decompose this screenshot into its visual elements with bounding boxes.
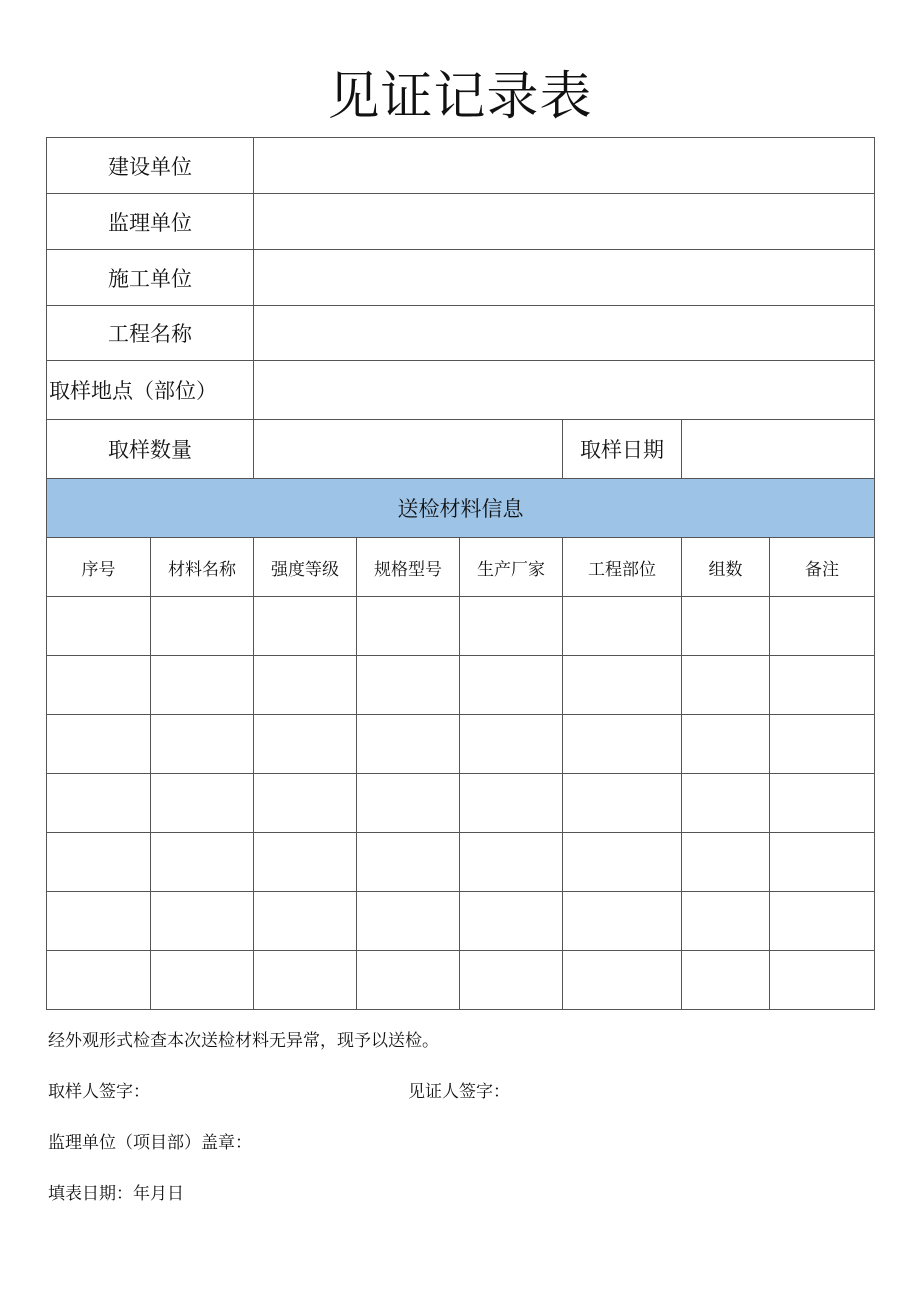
project-name-field[interactable] bbox=[254, 306, 875, 361]
table-cell[interactable] bbox=[682, 715, 770, 774]
table-cell[interactable] bbox=[563, 715, 682, 774]
table-cell[interactable] bbox=[254, 715, 357, 774]
table-cell[interactable] bbox=[460, 656, 563, 715]
column-header: 材料名称 bbox=[151, 538, 254, 597]
sampling-location-label: 取样地点（部位） bbox=[47, 361, 254, 420]
info-row-supervision-unit bbox=[47, 194, 875, 250]
supervision-unit-label: 监理单位 bbox=[47, 194, 254, 250]
project-name-label: 工程名称 bbox=[47, 306, 254, 361]
table-cell[interactable] bbox=[47, 715, 151, 774]
table-cell[interactable] bbox=[151, 951, 254, 1010]
sample-quantity-field[interactable] bbox=[254, 420, 563, 479]
table-cell[interactable] bbox=[563, 892, 682, 951]
table-cell[interactable] bbox=[563, 597, 682, 656]
table-cell[interactable] bbox=[47, 656, 151, 715]
page-title: 见证记录表 bbox=[327, 67, 593, 127]
table-cell[interactable] bbox=[563, 656, 682, 715]
table-cell[interactable] bbox=[254, 597, 357, 656]
column-header: 备注 bbox=[770, 538, 875, 597]
table-cell[interactable] bbox=[47, 774, 151, 833]
table-cell[interactable] bbox=[460, 833, 563, 892]
table-cell[interactable] bbox=[151, 892, 254, 951]
column-header: 生产厂家 bbox=[460, 538, 563, 597]
table-row bbox=[47, 833, 875, 892]
table-cell[interactable] bbox=[254, 656, 357, 715]
table-row bbox=[47, 715, 875, 774]
column-header: 序号 bbox=[47, 538, 151, 597]
supervisor-seal-label: 监理单位（项目部）盖章： bbox=[48, 1133, 252, 1153]
section-title: 送检材料信息 bbox=[47, 479, 875, 538]
table-cell[interactable] bbox=[357, 656, 460, 715]
column-header: 工程部位 bbox=[563, 538, 682, 597]
table-cell[interactable] bbox=[357, 774, 460, 833]
table-cell[interactable] bbox=[47, 833, 151, 892]
table-cell[interactable] bbox=[770, 715, 875, 774]
table-cell[interactable] bbox=[460, 774, 563, 833]
table-cell[interactable] bbox=[682, 774, 770, 833]
table-cell[interactable] bbox=[460, 951, 563, 1010]
inspection-statement: 经外观形式检查本次送检材料无异常，现予以送检。 bbox=[48, 1031, 439, 1051]
builder-unit-field[interactable] bbox=[254, 250, 875, 306]
table-cell[interactable] bbox=[682, 597, 770, 656]
table-cell[interactable] bbox=[460, 892, 563, 951]
table-cell[interactable] bbox=[151, 656, 254, 715]
table-cell[interactable] bbox=[151, 774, 254, 833]
table-row bbox=[47, 892, 875, 951]
column-header-row bbox=[47, 538, 875, 597]
info-row-builder-unit bbox=[47, 250, 875, 306]
table-cell[interactable] bbox=[460, 597, 563, 656]
table-cell[interactable] bbox=[357, 951, 460, 1010]
construction-unit-label: 建设单位 bbox=[47, 138, 254, 194]
sample-quantity-label: 取样数量 bbox=[47, 420, 254, 479]
builder-unit-label: 施工单位 bbox=[47, 250, 254, 306]
table-cell[interactable] bbox=[770, 656, 875, 715]
table-cell[interactable] bbox=[563, 774, 682, 833]
table-cell[interactable] bbox=[770, 833, 875, 892]
table-cell[interactable] bbox=[47, 597, 151, 656]
table-cell[interactable] bbox=[357, 597, 460, 656]
table-cell[interactable] bbox=[682, 892, 770, 951]
table-cell[interactable] bbox=[460, 715, 563, 774]
table-cell[interactable] bbox=[770, 951, 875, 1010]
table-cell[interactable] bbox=[151, 597, 254, 656]
table-row bbox=[47, 774, 875, 833]
table-row bbox=[47, 656, 875, 715]
info-row-project-name bbox=[47, 306, 875, 361]
table-cell[interactable] bbox=[151, 715, 254, 774]
table-cell[interactable] bbox=[151, 833, 254, 892]
sampling-location-field[interactable] bbox=[254, 361, 875, 420]
table-cell[interactable] bbox=[563, 951, 682, 1010]
column-header: 规格型号 bbox=[357, 538, 460, 597]
table-cell[interactable] bbox=[682, 833, 770, 892]
section-header-row bbox=[47, 479, 875, 538]
column-header: 组数 bbox=[682, 538, 770, 597]
sample-date-field[interactable] bbox=[682, 420, 875, 479]
sample-quantity-row bbox=[47, 420, 875, 479]
table-cell[interactable] bbox=[682, 951, 770, 1010]
table-cell[interactable] bbox=[770, 892, 875, 951]
fill-date-label: 填表日期：年月日 bbox=[48, 1184, 184, 1204]
table-cell[interactable] bbox=[254, 833, 357, 892]
table-row bbox=[47, 597, 875, 656]
witness-signature-label: 见证人签字： bbox=[408, 1082, 510, 1102]
table-row bbox=[47, 951, 875, 1010]
table-cell[interactable] bbox=[357, 892, 460, 951]
sample-date-label: 取样日期 bbox=[563, 420, 682, 479]
sampler-signature-label: 取样人签字： bbox=[48, 1082, 150, 1102]
table-cell[interactable] bbox=[357, 715, 460, 774]
table-cell[interactable] bbox=[254, 774, 357, 833]
column-header: 强度等级 bbox=[254, 538, 357, 597]
table-cell[interactable] bbox=[357, 833, 460, 892]
table-cell[interactable] bbox=[47, 951, 151, 1010]
table-cell[interactable] bbox=[254, 892, 357, 951]
material-rows bbox=[47, 597, 875, 1010]
table-cell[interactable] bbox=[770, 774, 875, 833]
info-row-construction-unit bbox=[47, 138, 875, 194]
table-cell[interactable] bbox=[770, 597, 875, 656]
table-cell[interactable] bbox=[47, 892, 151, 951]
construction-unit-field[interactable] bbox=[254, 138, 875, 194]
supervision-unit-field[interactable] bbox=[254, 194, 875, 250]
table-cell[interactable] bbox=[254, 951, 357, 1010]
witness-record-table bbox=[46, 137, 875, 1010]
table-cell[interactable] bbox=[682, 656, 770, 715]
table-cell[interactable] bbox=[563, 833, 682, 892]
info-row-sampling-location bbox=[47, 361, 875, 420]
